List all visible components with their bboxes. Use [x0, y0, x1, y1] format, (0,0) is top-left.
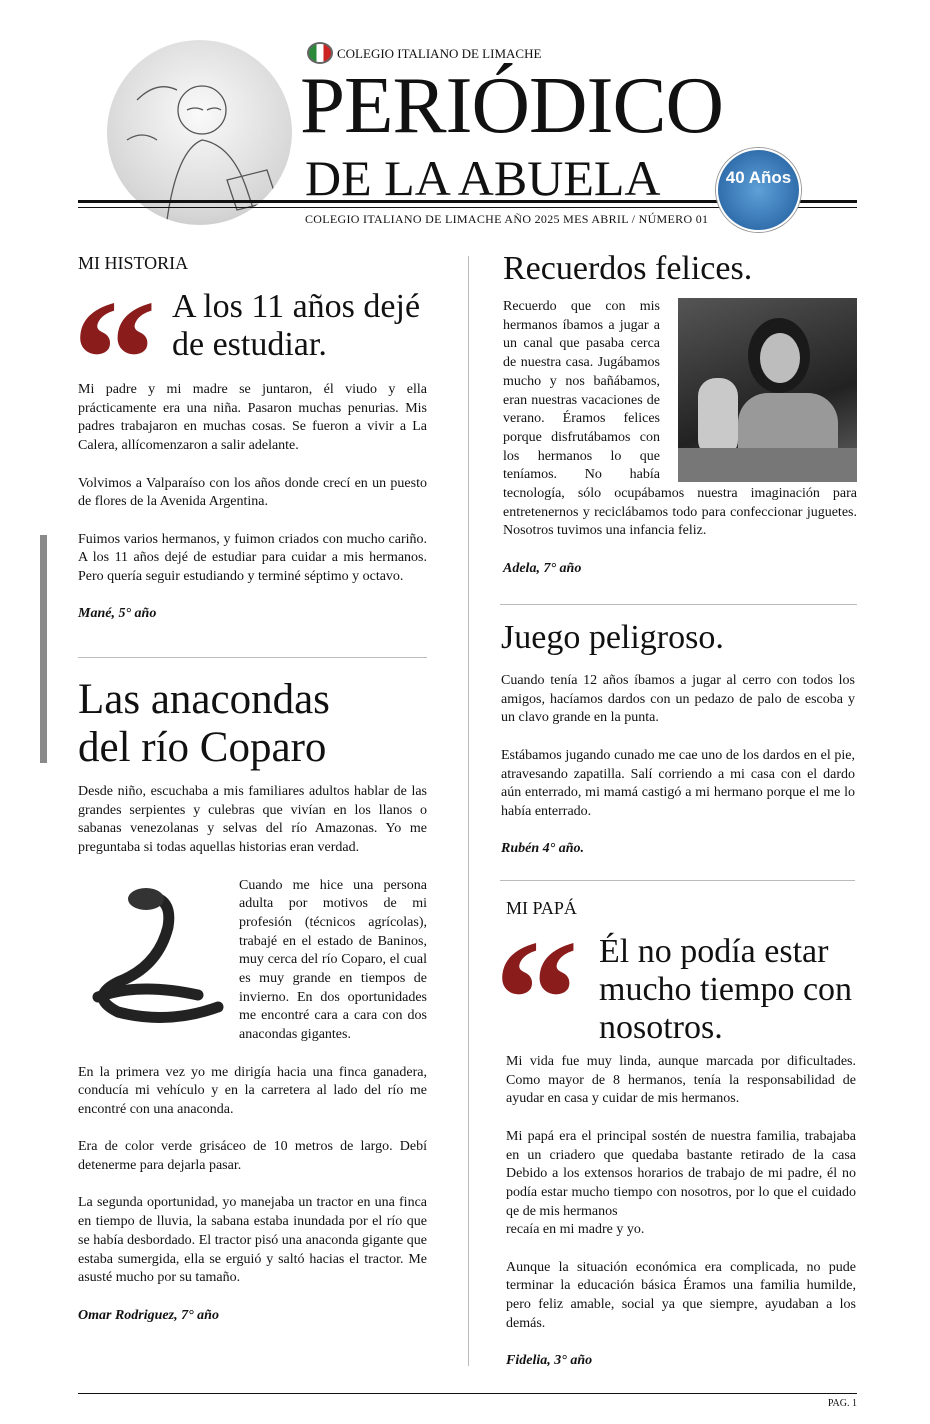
- masthead-title-2: DE LA ABUELA: [305, 150, 661, 206]
- divider: [500, 604, 857, 605]
- grandmother-portrait: [107, 40, 292, 225]
- paragraph: Mi padre y mi madre se juntaron, él viudo y ella prácticamente era una niña. Pasaron muchas penurias. Mis padres trabajaron en muchas cosas. Se fueron a vivir a La Calera, allícomenzaron a salir adelante.: [78, 382, 427, 454]
- paragraph: Era de color verde grisáceo de 10 metros de largo. Debí detenerme para dejarla pasar.: [78, 1139, 427, 1174]
- article-recuerdos: [503, 298, 857, 579]
- paragraph: Cuando me hice una persona adulta por motivos de mi profesión (técnicos agrícolas), trabajé en el estado de Baninos, muy cerca del río Coparo, el cual es muy grande en tiempos de invierno. En dos oportunidades me encontré cara a cara con dos anacondas gigantes.: [239, 877, 427, 1043]
- signature: Rubén 4° año.: [501, 841, 585, 857]
- paragraph: Estábamos jugando cunado me cae uno de los dardos en el pie, atravesando zapatilla. Salí corriendo a mi casa con el dardo aún enterrado, mi mamá castigó a mi hermano porque el me lo había enterrado.: [501, 747, 855, 819]
- school-name: COLEGIO ITALIANO DE LIMACHE: [337, 45, 542, 61]
- girl-with-doll-photo: [678, 298, 857, 482]
- signature: Omar Rodriguez, 7° año: [78, 1307, 219, 1323]
- signature: Fidelia, 3° año: [506, 1353, 593, 1369]
- signature: Adela, 7° año: [503, 560, 582, 576]
- article-anacondas: [78, 783, 427, 1325]
- section-mi-papa: MI PAPÁ: [506, 898, 577, 918]
- quote-mark-icon: [72, 274, 152, 354]
- article-juego: [501, 672, 855, 859]
- paragraph: Recuerdo que con mis hermanos íbamos a jugar a un canal que pasaba cerca de nuestra casa. Jugábamos mucho y nos bañábamos, eran nuestras vacaciones de verano. Éramos felices porque disfrutábamos con los hermanos lo que teníamos. No había tecnología, sólo ocupábamos nuestra imaginación para entretenernos y reciclábamos todo para confeccionar juguetes. Nosotros tuvimos una infancia feliz.: [503, 299, 857, 539]
- page-number: PAG. 1: [827, 1398, 857, 1409]
- quote-mark-icon: [494, 914, 574, 994]
- headline-recuerdos: Recuerdos felices.: [503, 250, 753, 287]
- section-mi-historia: MI HISTORIA: [78, 253, 189, 273]
- footer-rule: [78, 1393, 857, 1394]
- headline-papa: Él no podía estar mucho tiempo con nosotros.: [599, 933, 853, 1046]
- anniversary-badge: [716, 148, 801, 232]
- paragraph: En la primera vez yo me dirigía hacia una finca ganadera, conducía mi vehículo y en la carretera al lado del río me encontré con una anaconda.: [78, 1064, 427, 1117]
- gray-side-bar: [40, 535, 47, 763]
- divider: [78, 657, 427, 658]
- issue-info: COLEGIO ITALIANO DE LIMACHE AÑO 2025 MES ABRIL / NÚMERO 01: [305, 212, 709, 226]
- paragraph: Fuimos varios hermanos, y fuimon criados con mucho cariño. A los 11 años dejé de estudiar para cuidar a mis hermanos. Pero quería seguir estudiando y terminé séptimo y octavo.: [78, 531, 427, 584]
- headline-juego: Juego peligroso.: [501, 619, 724, 656]
- paragraph: Aunque la situación económica era complicada, no pude terminar la educación básica Éramos una familia humilde, pero feliz amable, social ya que siempre, ayudaban a los demás.: [506, 1259, 856, 1331]
- masthead-title-1: PERIÓDICO: [300, 60, 724, 150]
- headline-11-anos: A los 11 años dejé de estudiar.: [172, 288, 421, 363]
- divider: [500, 880, 855, 881]
- badge-text: 40 Años: [725, 168, 792, 187]
- paragraph: La segunda oportunidad, yo manejaba un tractor en una finca en tiempo de lluvia, la sabana estaba inundada por el río que se había desbordado. El tractor pisó una anaconda gigante que estaba sumergida, ella se erguió y saltó hacias el tractor. Me asusté mucho por su tamaño.: [78, 1195, 427, 1286]
- paragraph: Mi vida fue muy linda, aunque marcada por dificultades. Como mayor de 8 hermanos, tenía la responsabilidad de ayudar en casa y cuidar de mis hermanos.: [506, 1054, 856, 1107]
- article-papa: [506, 1053, 856, 1371]
- snake-image: [78, 877, 230, 1027]
- column-divider: [468, 256, 469, 1366]
- headline-anacondas: Las anacondas del río Coparo: [78, 676, 330, 771]
- signature: Mané, 5° año: [78, 606, 157, 622]
- paragraph: Mi papá era el principal sostén de nuestra familia, trabajaba en un criadero que quedaba bastante retirado de la casa Debido a los extensos horarios de trabajo de mi padre, él no podía estar mucho tiempo con nosotros, por lo que el cuidado qe de mis hermanos recaía en mi madre y yo.: [506, 1128, 856, 1238]
- paragraph: Cuando tenía 12 años íbamos a jugar al cerro con todos los amigos, hacíamos dardos con un pedazo de palo de escoba y un clavo grande en la punta.: [501, 673, 855, 726]
- paragraph: Volvimos a Valparaíso con los años donde crecí en un puesto de flores de la Avenida Argentina.: [78, 475, 427, 510]
- article-mi-historia: [78, 381, 427, 624]
- paragraph: Desde niño, escuchaba a mis familiares adultos hablar de las grandes serpientes y culebras que vivían en los llanos o sabanas venezolanas y selvas del río Amazonas. Yo me preguntaba si todas aquellas historias eran verdad.: [78, 784, 427, 856]
